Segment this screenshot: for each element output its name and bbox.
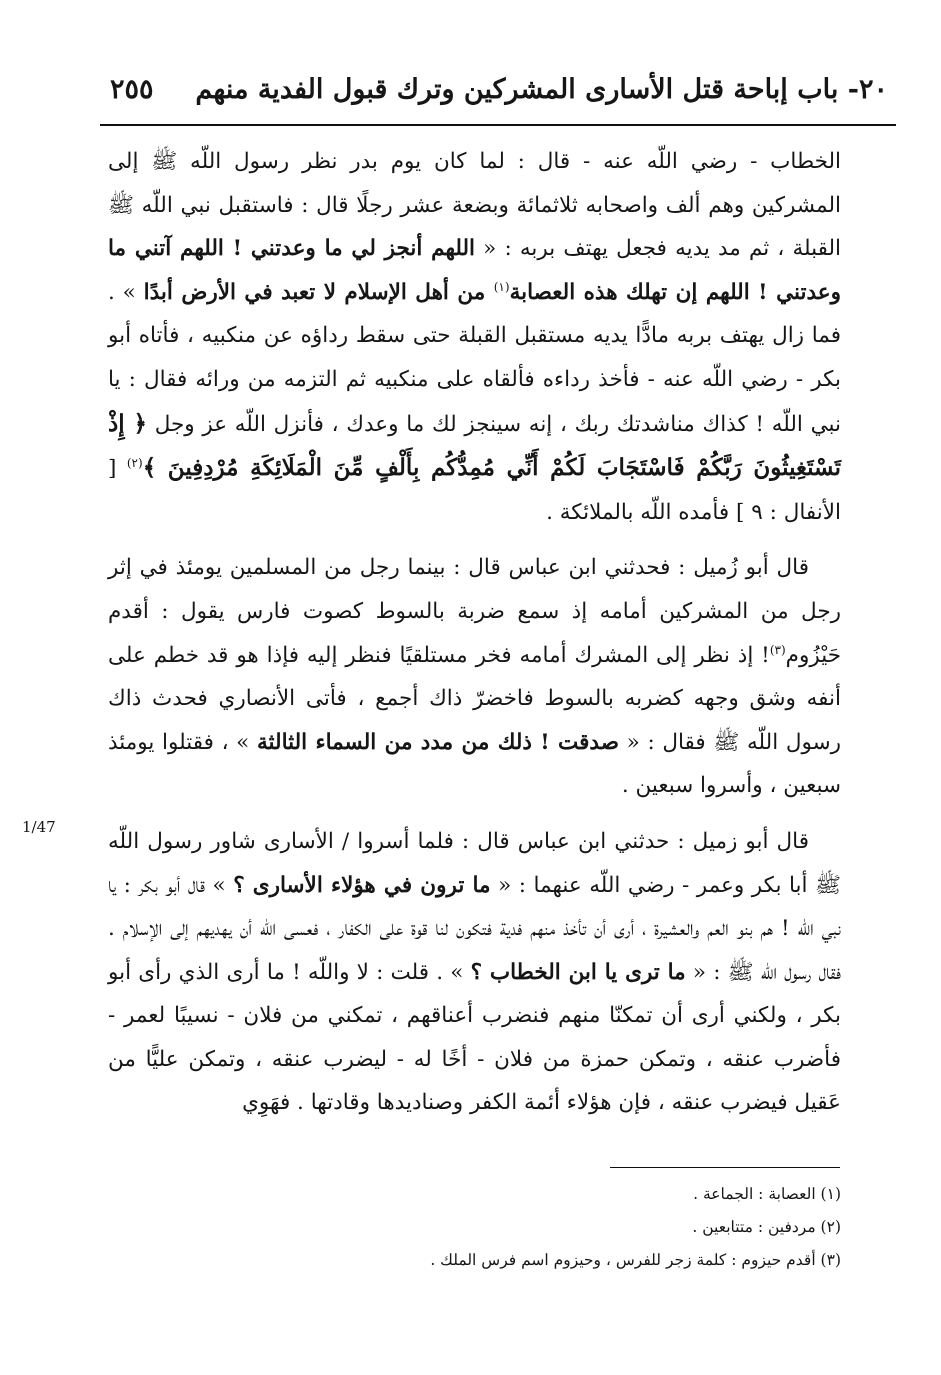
- footnote-ref-3: (٣): [769, 642, 786, 657]
- text-segment: » قال أبو بكر : يا نبي اللّه ! هم بنو العم والعشيرة ، أرى أن تأخذ منهم فدية فتكون لنا قوة على الكفار ، فعسى اللّه أن يهديهم إلى الإسلام . فقال رسول اللّه ﷺ : «: [108, 872, 841, 985]
- hadith-quote: اللهم أنجز لي ما وعدتني ! اللهم آتني ما وعدتني ! اللهم إن تهلك هذه العصابة: [108, 236, 841, 305]
- text-segment: ! إذ نظر إلى المشرك أمامه فخر مستلقيًا فنظر إليه فإذا هو قد خطم على أنفه وشق وجهه كضربه بالسوط فاخضرّ ذاك أجمع ، فأتى الأنصاري فحدث ذاك رسول اللّه ﷺ فقال : «: [108, 642, 841, 755]
- hadith-quote: ما ترون في هؤلاء الأسارى ؟: [233, 872, 491, 898]
- hadith-quote: صدقت ! ذلك من مدد من السماء الثالثة: [257, 729, 619, 755]
- page-header: [100, 66, 896, 126]
- text-segment: قال أبو زُميل : فحدثني ابن عباس قال : بينما رجل من المسلمين يومئذ في إثر رجل من المشركين أمامه إذ سمع ضربة بالسوط كصوت فارس يقول : أقدم حَيْزُوم: [108, 555, 841, 668]
- paragraph-1: [108, 140, 841, 534]
- footnote-2: (٢) مردفين : متتابعين .: [692, 1218, 841, 1236]
- text-segment: » ، فقتلوا يومئذ سبعين ، وأسروا سبعين .: [108, 729, 841, 799]
- margin-reference: 1/47: [22, 818, 56, 836]
- text-segment: » . فما زال يهتف بربه مادًّا يديه مستقبل القبلة حتى سقط رداؤه عن منكبيه ، فأتاه أبو بكر - رضي اللّه عنه - فأخذ رداءه فألقاه على منكبيه ثم التزمه من ورائه فقال : يا نبي اللّه ! كذاك مناشدتك ربك ، إنه سينجز لك ما وعدك ، فأنزل اللّه عز وجل: [108, 279, 842, 437]
- footnote-divider: [610, 1167, 840, 1168]
- footnote-3: (٣) أقدم حيزوم : كلمة زجر للفرس ، وحيزوم اسم فرس الملك .: [430, 1251, 841, 1269]
- footnotes: [300, 1178, 841, 1277]
- header-divider: [100, 124, 896, 126]
- chapter-title: ٢٠- باب إباحة قتل الأسارى المشركين وترك قبول الفدية منهم: [195, 74, 888, 105]
- paragraph-2: [108, 546, 841, 808]
- text-segment: » . قلت : لا واللّه ! ما أرى الذي رأى أبو بكر ، ولكني أرى أن تمكنّا منهم فنضرب أعناقهم ، تمكني من فلان - نسيبًا لعمر - فأضرب عنقه ، وتمكن حمزة من فلان - أخًا له - ليضرب عنقه ، وتمكن عليًّا من عَقيل فيضرب عنقه ، فإن هؤلاء أئمة الكفر وصناديدها وقادتها . فهَوِي: [108, 959, 841, 1116]
- footnote-1: (١) العصابة : الجماعة .: [693, 1185, 841, 1203]
- text-segment: قال أبو زميل : حدثني ابن عباس قال : فلما أسروا / الأسارى شاور رسول اللّه ﷺ أبا بكر وعمر - رضي اللّه عنهما : «: [108, 828, 841, 898]
- footnote-ref-2: (٢): [126, 456, 143, 470]
- text-segment: الخطاب - رضي اللّه عنه - قال : لما كان يوم بدر نظر رسول اللّه ﷺ إلى المشركين وهم ألف واصحابه ثلاثمائة وبضعة عشر رجلًا قال : فاستقبل نبي اللّه ﷺ القبلة ، ثم مد يديه فجعل يهتف بربه : «: [108, 149, 841, 262]
- text-segment: [ الأنفال : ٩ ] فأمده اللّه بالملائكة .: [108, 456, 841, 525]
- footnote-ref-1: (١): [493, 279, 510, 294]
- quran-verse: ﴿ إِذْ تَسْتَغِيثُونَ رَبَّكُمْ فَاسْتَجَابَ لَكُمْ أَنِّي مُمِدُّكُم بِأَلْفٍ مِّنَ الْمَلَائِكَةِ مُرْدِفِينَ ﴾: [108, 409, 841, 482]
- hadith-quote: من أهل الإسلام لا تعبد في الأرض أبدًا: [143, 279, 494, 305]
- paragraph-3: [108, 820, 841, 1125]
- hadith-quote: ما ترى يا ابن الخطاب ؟: [470, 959, 686, 985]
- main-text: [108, 140, 841, 1125]
- page-number: ٢٥٥: [110, 74, 154, 105]
